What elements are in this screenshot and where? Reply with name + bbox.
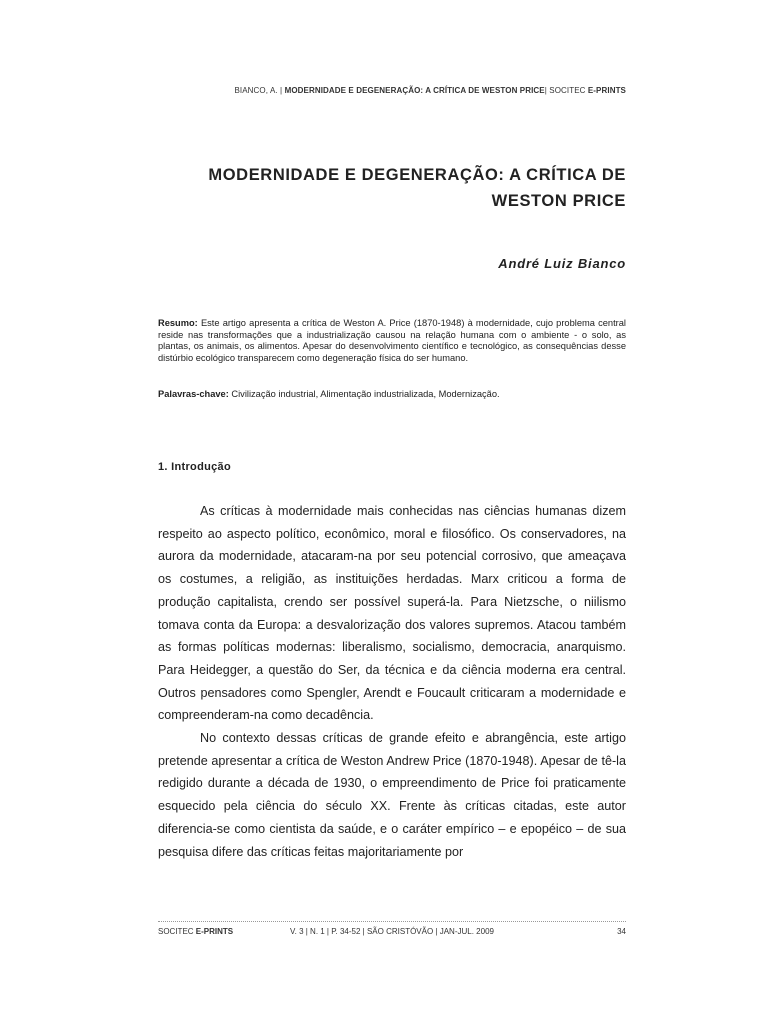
page-number: 34 — [617, 927, 626, 936]
abstract-label: Resumo: — [158, 318, 198, 328]
keywords-label: Palavras-chave: — [158, 389, 229, 399]
footer-journal-name: E-PRINTS — [195, 927, 234, 936]
body-paragraph-1: As críticas à modernidade mais conhecidas nas ciências humanas dizem respeito ao aspecto político, econômico, moral e filosófico. Os conservadores, na aurora da modernidade, atacaram-na por seu potencial corrosivo, que ameaçava os costumes, a religião, as instituições herdadas. Marx criticou a forma de produção capitalista, crendo ser possível superá-la. Para Nietzsche, o niilismo tomava conta da Europa: a desvalorização dos valores supremos. Atacou também as formas políticas modernas: liberalismo, socialismo, democracia, anarquismo. Para Heidegger, a questão do Ser, da técnica e da ciência moderna era central. Outros pensadores como Spengler, Arendt e Foucault criticaram a modernidade e compreenderam-na como decadência. — [158, 504, 626, 723]
abstract-text: Este artigo apresenta a crítica de Weston A. Price (1870-1948) à modernidade, cujo problema central reside nas transformações que a industrialização causou na relação humana com o ambiente - o solo, as plantas, os animais, os alimentos. Apesar do desenvolvimento científico e tecnológico, as consequências desse distúrbio ecológico transparecem como degeneração física do ser humano. — [158, 318, 626, 363]
paper-title-line-1: MODERNIDADE E DEGENERAÇÃO: A CRÍTICA DE — [208, 166, 626, 184]
footer-journal-prefix: SOCITEC — [158, 927, 194, 936]
footer-divider — [158, 921, 626, 922]
abstract — [158, 318, 626, 364]
running-head-title: MODERNIDADE E DEGENERAÇÃO: A CRÍTICA DE WESTON PRICE — [284, 86, 545, 95]
author-name: André Luiz Bianco — [498, 256, 626, 271]
running-head-journal-prefix: SOCITEC — [549, 86, 586, 95]
running-head-journal-name: E-PRINTS — [587, 86, 626, 95]
paper-title — [160, 162, 626, 214]
section-heading: 1. Introdução — [158, 461, 231, 473]
running-head-separator: | — [544, 86, 547, 95]
page-footer — [158, 927, 626, 939]
keywords — [158, 389, 626, 401]
running-head — [160, 86, 626, 95]
keywords-text: Civilização industrial, Alimentação industrializada, Modernização. — [231, 389, 500, 399]
footer-citation: V. 3 | N. 1 | P. 34-52 | SÃO CRISTÓVÃO | JAN-JUL. 2009 — [290, 927, 494, 936]
running-head-author: BIANCO, A. | — [234, 86, 283, 95]
body-paragraph-2: No contexto dessas críticas de grande efeito e abrangência, este artigo pretende apresentar a crítica de Weston Andrew Price (1870-1948). Apesar de tê-la redigido durante a década de 1930, o empreendimento de Price foi praticamente esquecido pela ciência do século XX. Frente às críticas citadas, este autor diferencia-se como cientista da saúde, e o caráter empírico – e epopéico – de sua pesquisa difere das críticas feitas majoritariamente por — [158, 731, 626, 859]
paper-title-line-2: WESTON PRICE — [491, 192, 626, 210]
body-text — [158, 500, 626, 863]
